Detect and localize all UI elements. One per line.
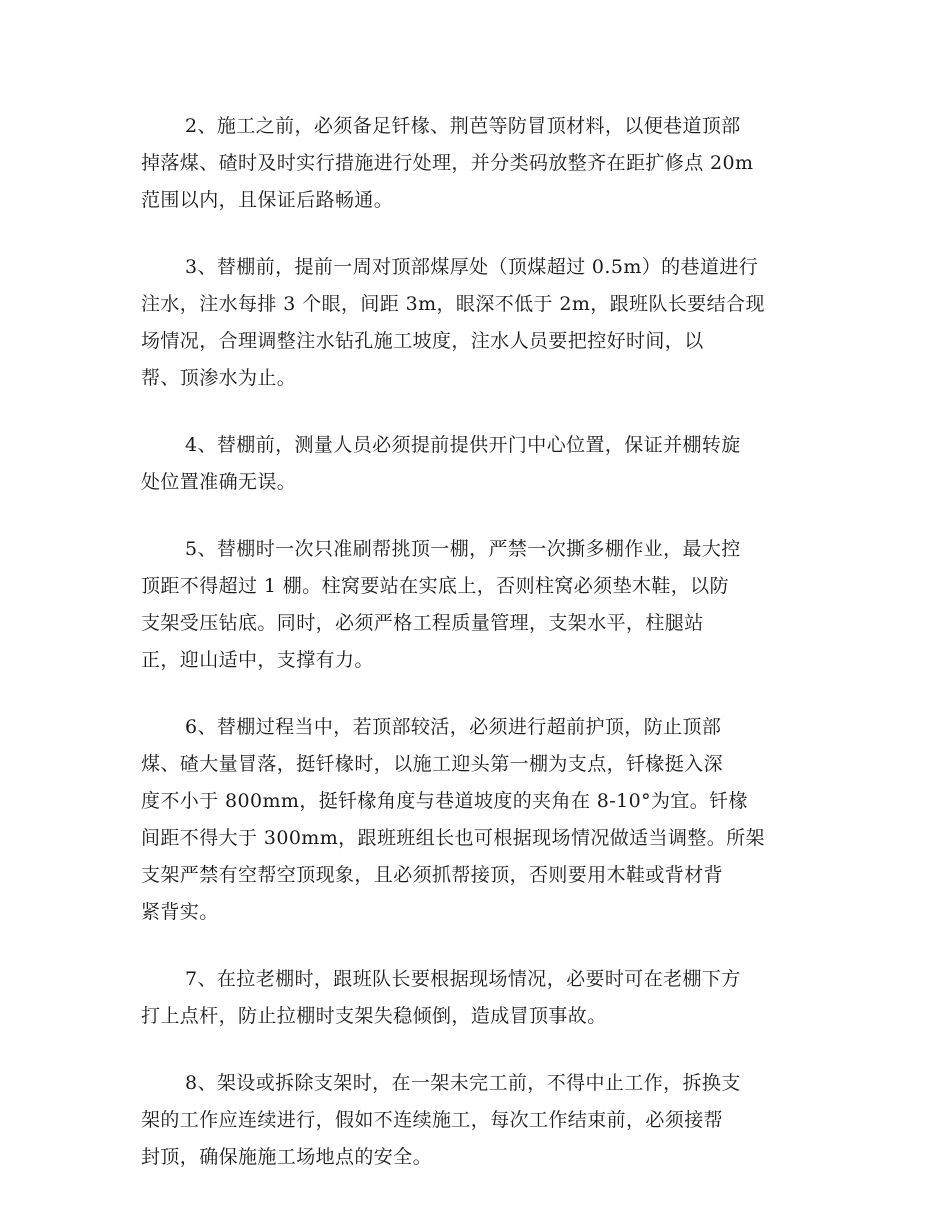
paragraph-line: 场情况，合理调整注水钻孔施工坡度，注水人员要把控好时间，以 (141, 330, 704, 352)
paragraph-line: 架的工作应连续进行，假如不连续施工，每次工作结束前，必须接帮 (141, 1109, 724, 1131)
paragraph-line: 注水，注水每排 3 个眼，间距 3m，眼深不低于 2m，跟班队长要结合现 (141, 293, 765, 315)
paragraph-line: 打上点杆，防止拉棚时支架失稳倾倒，造成冒顶事故。 (141, 1005, 607, 1027)
paragraph-line: 8、架设或拆除支架时，在一架未完工前，不得中止工作，拆换支 (185, 1072, 741, 1094)
paragraph-item-2 (141, 108, 811, 219)
paragraph-line: 7、在拉老棚时，跟班队长要根据现场情况，必要时可在老棚下方 (185, 968, 741, 990)
paragraph-item-7 (141, 961, 811, 1035)
paragraph-line: 间距不得大于 300mm，跟班班组长也可根据现场情况做适当调整。所架 (141, 827, 765, 849)
paragraph-line: 3、替棚前，提前一周对顶部煤厚处（顶煤超过 0.5m）的巷道进行 (185, 256, 759, 278)
paragraph-line: 度不小于 800mm，挺钎椽角度与巷道坡度的夹角在 8-10°为宜。钎椽 (141, 790, 748, 812)
paragraph-item-5 (141, 531, 811, 679)
paragraph-line: 封顶，确保施施工场地点的安全。 (141, 1146, 433, 1168)
paragraph-line: 紧背实。 (141, 901, 219, 923)
paragraph-line: 支架严禁有空帮空顶现象，且必须抓帮接顶，否则要用木鞋或背材背 (141, 864, 724, 886)
paragraph-item-6 (141, 709, 811, 931)
paragraph-line: 帮、顶渗水为止。 (141, 367, 297, 389)
paragraph-line: 正，迎山适中，支撑有力。 (141, 649, 374, 671)
paragraph-line: 范围以内，且保证后路畅通。 (141, 189, 394, 211)
paragraph-line: 支架受压钻底。同时，必须严格工程质量管理，支架水平，柱腿站 (141, 612, 704, 634)
paragraph-line: 掉落煤、碴时及时实行措施进行处理，并分类码放整齐在距扩修点 20m (141, 152, 754, 174)
paragraph-line: 6、替棚过程当中，若顶部较活，必须进行超前护顶，防止顶部 (185, 716, 722, 738)
paragraph-line: 处位置准确无误。 (141, 471, 297, 493)
document-body (141, 108, 811, 1206)
paragraph-line: 煤、碴大量冒落，挺钎椽时，以施工迎头第一棚为支点，钎椽挺入深 (141, 753, 724, 775)
paragraph-line: 顶距不得超过 1 棚。柱窝要站在实底上，否则柱窝必须垫木鞋，以防 (141, 575, 729, 597)
paragraph-line: 2、施工之前，必须备足钎椽、荆芭等防冒顶材料，以便巷道顶部 (185, 115, 741, 137)
paragraph-line: 5、替棚时一次只准刷帮挑顶一棚，严禁一次撕多棚作业，最大控 (185, 538, 741, 560)
paragraph-item-4 (141, 427, 811, 501)
paragraph-item-8 (141, 1065, 811, 1176)
paragraph-line: 4、替棚前，测量人员必须提前提供开门中心位置，保证并棚转旋 (185, 434, 741, 456)
paragraph-item-3 (141, 249, 811, 397)
